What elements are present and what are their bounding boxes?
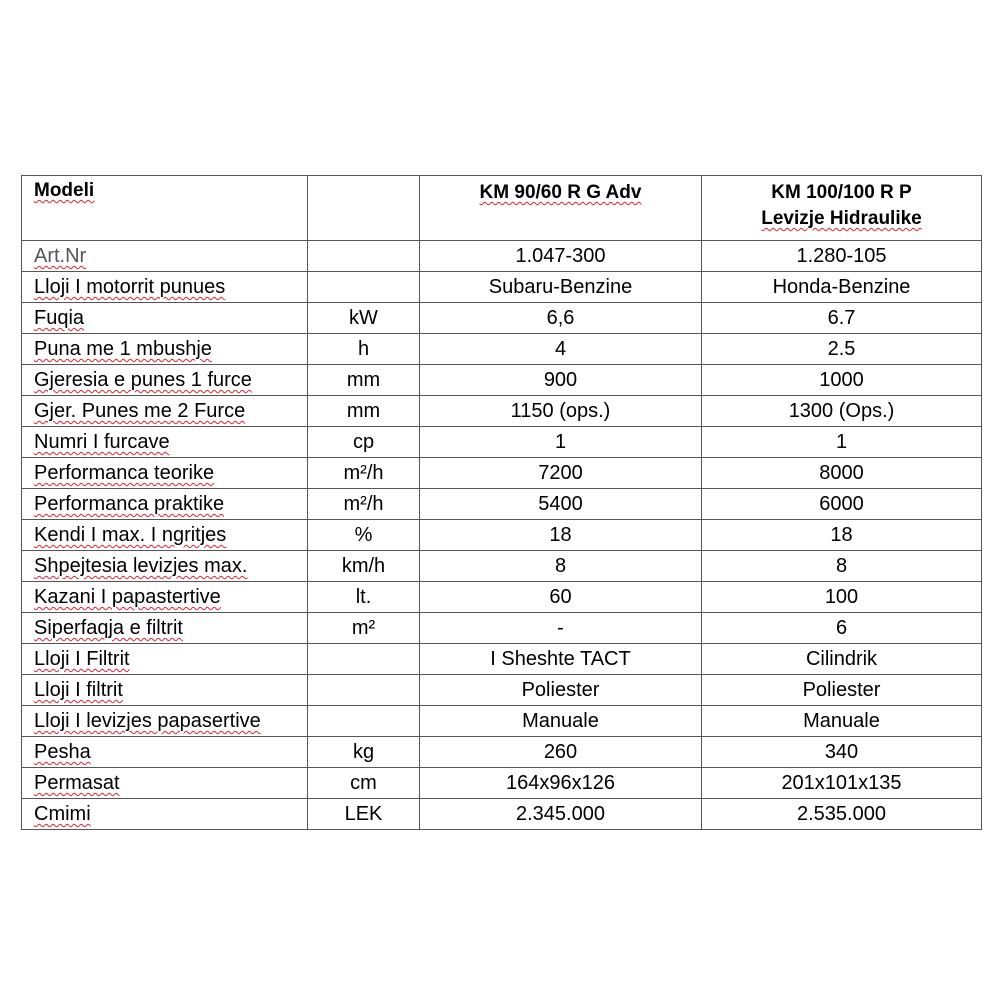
row-value-model-2 xyxy=(702,427,982,458)
row-value-model-1-text: - xyxy=(557,617,564,639)
row-label xyxy=(22,489,308,520)
row-label xyxy=(22,365,308,396)
table-row xyxy=(22,303,982,334)
table-row xyxy=(22,799,982,830)
row-value-model-1 xyxy=(420,520,702,551)
row-label-text: Gjer. Punes me 2 Furce xyxy=(34,400,246,422)
row-label-text: Puna me 1 mbushje xyxy=(34,338,212,360)
table-row xyxy=(22,675,982,706)
row-value-model-1 xyxy=(420,551,702,582)
header-model-2-line-1: KM 100/100 R P xyxy=(771,182,912,203)
row-value-model-1 xyxy=(420,427,702,458)
row-label-text: Cmimi xyxy=(34,803,91,825)
row-value-model-1-text: 18 xyxy=(549,524,572,546)
row-value-model-1-text: 7200 xyxy=(538,462,583,484)
row-label-text: Permasat xyxy=(34,772,120,794)
row-value-model-2-text: 8000 xyxy=(819,462,864,484)
row-unit xyxy=(308,675,420,706)
row-label xyxy=(22,396,308,427)
row-unit-text: cp xyxy=(352,431,375,453)
row-label-text: Performanca praktike xyxy=(34,493,225,515)
row-value-model-1 xyxy=(420,706,702,737)
table-row xyxy=(22,396,982,427)
row-unit xyxy=(308,613,420,644)
row-value-model-1-text: I Sheshte TACT xyxy=(490,648,631,670)
table-row xyxy=(22,272,982,303)
row-value-model-2-text: 201x101x135 xyxy=(781,772,902,794)
row-value-model-2 xyxy=(702,365,982,396)
table-row xyxy=(22,520,982,551)
header-label xyxy=(22,176,308,241)
row-value-model-2-text: 2.535.000 xyxy=(797,803,886,825)
row-label-text: Shpejtesia levizjes max. xyxy=(34,555,248,577)
row-label xyxy=(22,241,308,272)
table-header-row xyxy=(22,176,982,241)
table-row xyxy=(22,427,982,458)
row-unit-text: % xyxy=(354,524,373,546)
header-model-1-text: KM 90/60 R G Adv xyxy=(479,182,642,203)
row-unit-text: kg xyxy=(352,741,375,763)
table-row xyxy=(22,334,982,365)
row-label-text: Pesha xyxy=(34,741,91,763)
row-value-model-2 xyxy=(702,675,982,706)
row-value-model-1-text: 260 xyxy=(543,741,578,763)
row-label xyxy=(22,272,308,303)
header-model-2-line-2: Levizje Hidraulike xyxy=(761,208,922,229)
row-value-model-1 xyxy=(420,241,702,272)
table-row xyxy=(22,613,982,644)
row-value-model-1-text: 6,6 xyxy=(546,307,575,329)
row-label xyxy=(22,768,308,799)
row-value-model-2 xyxy=(702,458,982,489)
row-value-model-1 xyxy=(420,489,702,520)
row-value-model-1-text: 8 xyxy=(554,555,567,577)
row-unit-text: km/h xyxy=(341,555,386,577)
row-value-model-1 xyxy=(420,582,702,613)
row-label-text: Lloji I motorrit punues xyxy=(34,276,226,298)
row-label-text: Lloji I filtrit xyxy=(34,679,123,701)
row-value-model-2 xyxy=(702,582,982,613)
row-value-model-1 xyxy=(420,303,702,334)
row-value-model-1-text: Poliester xyxy=(521,679,600,701)
row-unit xyxy=(308,706,420,737)
row-value-model-2 xyxy=(702,644,982,675)
row-unit xyxy=(308,396,420,427)
row-unit xyxy=(308,334,420,365)
row-value-model-2-text: 6000 xyxy=(819,493,864,515)
table-row xyxy=(22,768,982,799)
row-value-model-2-text: 1.280-105 xyxy=(796,245,887,267)
row-value-model-2-text: 1300 (Ops.) xyxy=(788,400,895,422)
row-value-model-1-text: 1150 (ops.) xyxy=(510,400,611,422)
row-value-model-2-text: Cilindrik xyxy=(805,648,878,670)
row-value-model-1-text: 2.345.000 xyxy=(516,803,605,825)
row-unit xyxy=(308,799,420,830)
row-value-model-1 xyxy=(420,675,702,706)
row-label xyxy=(22,427,308,458)
row-label-text: Lloji I Filtrit xyxy=(34,648,130,670)
row-value-model-2-text: 100 xyxy=(824,586,859,608)
row-value-model-2-text: 1 xyxy=(835,431,848,453)
row-value-model-2 xyxy=(702,303,982,334)
row-value-model-2-text: 18 xyxy=(830,524,853,546)
table-row xyxy=(22,241,982,272)
row-unit-text: lt. xyxy=(355,586,372,608)
header-label-text: Modeli xyxy=(34,180,95,201)
row-label xyxy=(22,644,308,675)
row-value-model-2 xyxy=(702,272,982,303)
row-label-text: Fuqia xyxy=(34,307,85,329)
row-label xyxy=(22,706,308,737)
row-value-model-2 xyxy=(702,768,982,799)
row-unit xyxy=(308,272,420,303)
row-value-model-1-text: 900 xyxy=(543,369,578,391)
row-value-model-1 xyxy=(420,396,702,427)
row-label-text: Art.Nr xyxy=(34,245,87,267)
row-value-model-1-text: 1 xyxy=(554,431,567,453)
row-value-model-1 xyxy=(420,768,702,799)
row-value-model-1-text: Manuale xyxy=(522,710,599,732)
row-label xyxy=(22,799,308,830)
row-value-model-2 xyxy=(702,520,982,551)
row-unit xyxy=(308,737,420,768)
table-row xyxy=(22,489,982,520)
row-unit-text: m²/h xyxy=(343,493,384,515)
row-unit xyxy=(308,520,420,551)
row-unit-text: LEK xyxy=(344,803,383,825)
row-unit xyxy=(308,241,420,272)
header-model-1 xyxy=(420,176,702,241)
row-unit xyxy=(308,427,420,458)
row-label-text: Lloji I levizjes papasertive xyxy=(34,710,261,732)
row-value-model-1-text: 1.047-300 xyxy=(515,245,606,267)
row-value-model-1 xyxy=(420,334,702,365)
row-value-model-1-text: 164x96x126 xyxy=(506,772,615,794)
row-label xyxy=(22,458,308,489)
row-unit xyxy=(308,582,420,613)
row-value-model-2-text: 340 xyxy=(824,741,859,763)
row-value-model-2 xyxy=(702,489,982,520)
row-value-model-2 xyxy=(702,241,982,272)
row-value-model-1 xyxy=(420,365,702,396)
header-model-2 xyxy=(702,176,982,241)
row-unit-text: kW xyxy=(349,307,378,329)
row-label-text: Gjeresia e punes 1 furce xyxy=(34,369,252,391)
row-unit xyxy=(308,489,420,520)
row-value-model-1 xyxy=(420,272,702,303)
row-label xyxy=(22,582,308,613)
table-row xyxy=(22,551,982,582)
row-label xyxy=(22,675,308,706)
row-label xyxy=(22,334,308,365)
row-unit-text: m²/h xyxy=(343,462,384,484)
table-row xyxy=(22,582,982,613)
spec-table xyxy=(21,175,982,830)
row-value-model-1 xyxy=(420,799,702,830)
row-label xyxy=(22,303,308,334)
row-label-text: Performanca teorike xyxy=(34,462,215,484)
row-unit xyxy=(308,644,420,675)
row-value-model-2 xyxy=(702,334,982,365)
row-value-model-1-text: 4 xyxy=(554,338,567,360)
table-row xyxy=(22,644,982,675)
table-row xyxy=(22,737,982,768)
row-unit-text: h xyxy=(357,338,370,360)
row-value-model-2 xyxy=(702,396,982,427)
row-unit xyxy=(308,458,420,489)
row-value-model-2-text: Poliester xyxy=(802,679,881,701)
row-unit xyxy=(308,303,420,334)
row-unit-text: m² xyxy=(351,617,376,639)
header-unit xyxy=(308,176,420,241)
row-value-model-2-text: 8 xyxy=(835,555,848,577)
row-unit xyxy=(308,365,420,396)
row-value-model-1 xyxy=(420,458,702,489)
row-label-text: Siperfaqja e filtrit xyxy=(34,617,183,639)
row-value-model-2 xyxy=(702,799,982,830)
row-unit-text: cm xyxy=(350,772,377,794)
row-value-model-1-text: 60 xyxy=(549,586,572,608)
row-value-model-1-text: 5400 xyxy=(538,493,583,515)
table-row xyxy=(22,458,982,489)
row-value-model-1 xyxy=(420,644,702,675)
row-value-model-2-text: 1000 xyxy=(819,369,864,391)
row-value-model-2-text: 6.7 xyxy=(827,307,856,329)
row-label-text: Kazani I papastertive xyxy=(34,586,221,608)
row-label xyxy=(22,520,308,551)
table-row xyxy=(22,365,982,396)
row-value-model-1 xyxy=(420,613,702,644)
row-value-model-2 xyxy=(702,737,982,768)
row-unit-text: mm xyxy=(346,400,381,422)
row-value-model-2 xyxy=(702,613,982,644)
row-label xyxy=(22,613,308,644)
row-label xyxy=(22,551,308,582)
row-unit xyxy=(308,551,420,582)
row-label-text: Kendi I max. I ngritjes xyxy=(34,524,227,546)
row-value-model-1 xyxy=(420,737,702,768)
row-value-model-2-text: Manuale xyxy=(803,710,880,732)
row-unit-text: mm xyxy=(346,369,381,391)
row-label xyxy=(22,737,308,768)
row-value-model-2-text: 2.5 xyxy=(827,338,856,360)
row-value-model-2-text: Honda-Benzine xyxy=(772,276,911,298)
row-unit xyxy=(308,768,420,799)
row-label-text: Numri I furcave xyxy=(34,431,170,453)
table-row xyxy=(22,706,982,737)
row-value-model-2 xyxy=(702,551,982,582)
row-value-model-1-text: Subaru-Benzine xyxy=(488,276,633,298)
row-value-model-2 xyxy=(702,706,982,737)
row-value-model-2-text: 6 xyxy=(835,617,848,639)
